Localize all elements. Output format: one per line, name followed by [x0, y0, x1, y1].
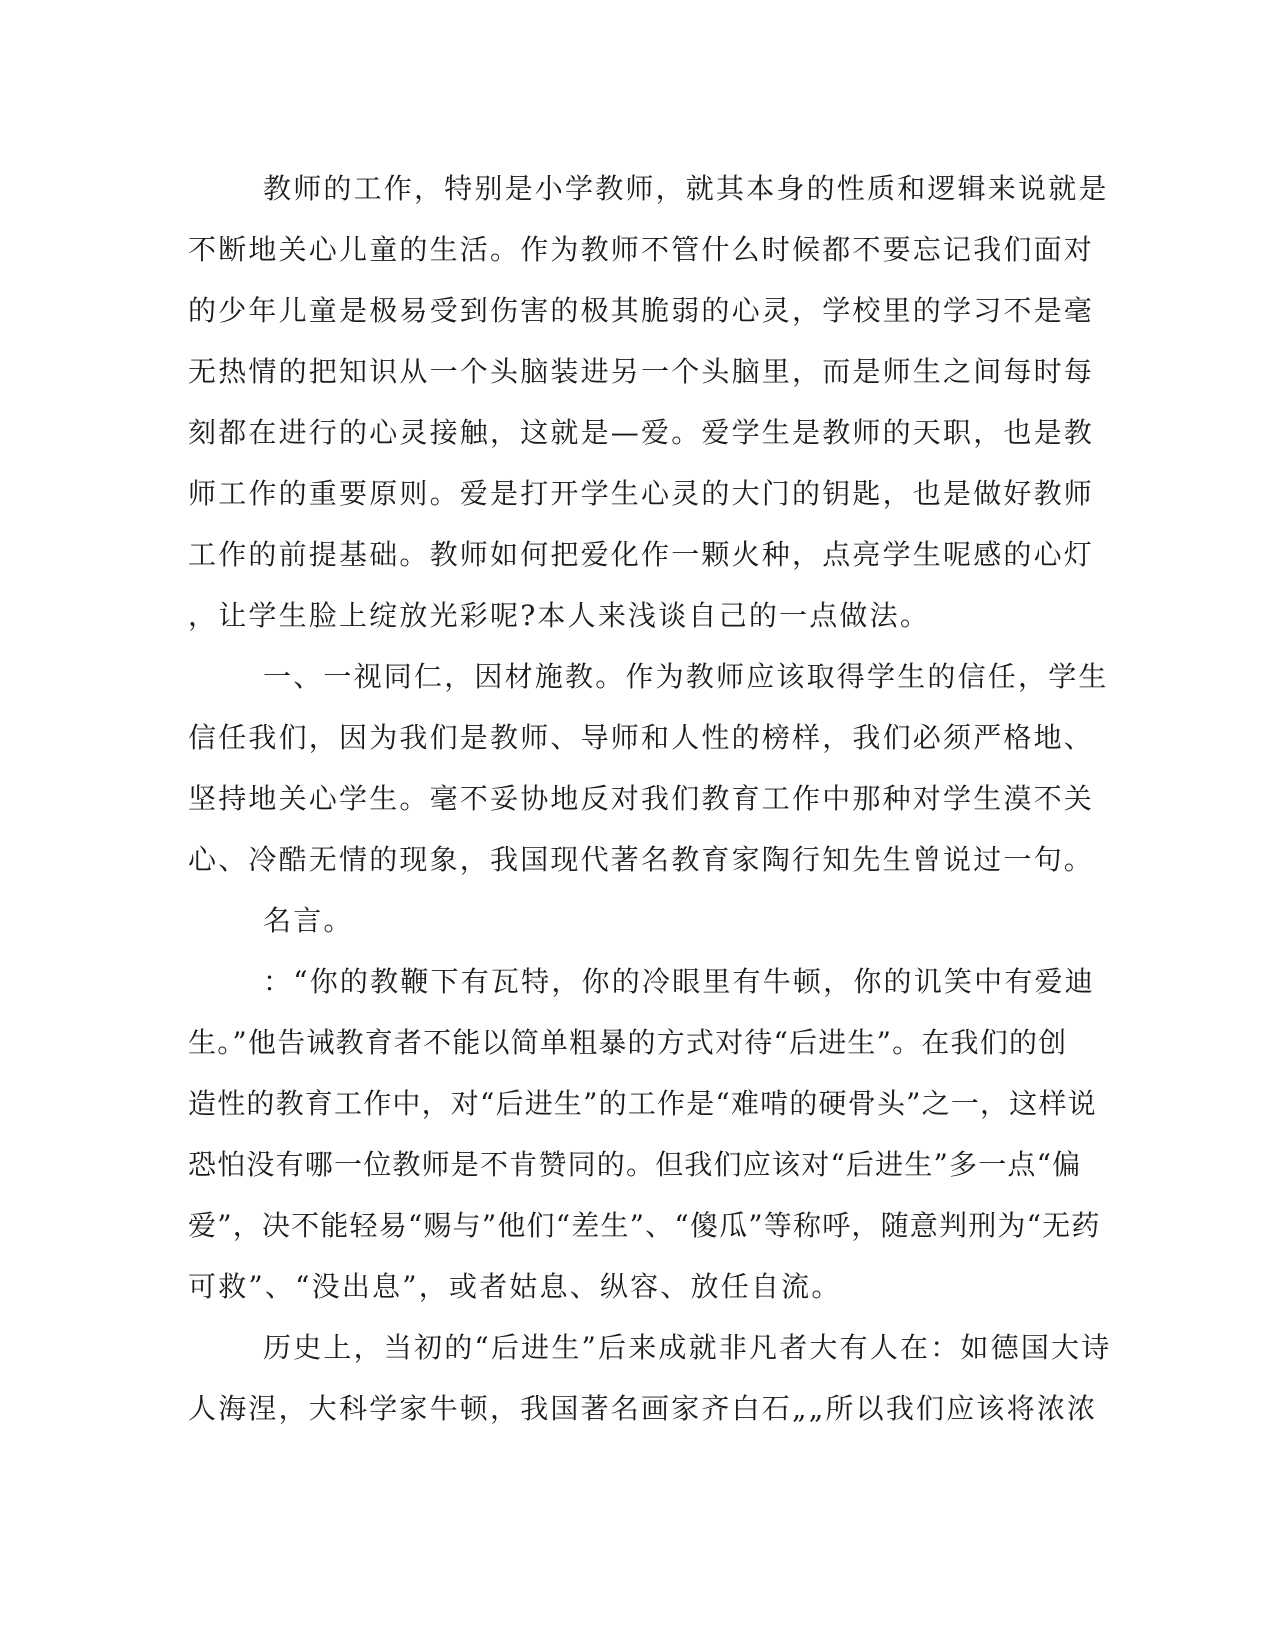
body-text — [188, 158, 1112, 1439]
text-line: 教师的工作，特别是小学教师，就其本身的性质和逻辑来说就是 — [263, 172, 1109, 205]
text-line: ：“你的教鞭下有瓦特，你的冷眼里有牛顿，你的讥笑中有爱迪 — [263, 965, 1095, 998]
text-line: 一、一视同仁，因材施教。作为教师应该取得学生的信任，学生 — [263, 660, 1109, 693]
text-line: 不断地关心儿童的生活。作为教师不管什么时候都不要忘记我们面对 — [188, 233, 1095, 266]
text-line: 坚持地关心学生。毫不妥协地反对我们教育工作中那种对学生漠不关 — [188, 782, 1095, 815]
text-line: 的少年儿童是极易受到伤害的极其脆弱的心灵，学校里的学习不是毫 — [188, 294, 1095, 327]
text-line: 无热情的把知识从一个头脑装进另一个头脑里，而是师生之间每时每 — [188, 355, 1095, 388]
text-line: 恐怕没有哪一位教师是不肯赞同的。但我们应该对“后进生”多一点“偏 — [188, 1148, 1082, 1181]
text-line: 人海涅，大科学家牛顿，我国著名画家齐白石„„所以我们应该将浓浓 — [188, 1392, 1098, 1425]
text-line: 师工作的重要原则。爱是打开学生心灵的大门的钥匙，也是做好教师 — [188, 477, 1095, 510]
text-line: 生。”他告诫教育者不能以简单粗暴的方式对待“后进生”。在我们的创 — [188, 1026, 1068, 1059]
text-line: 历史上，当初的“后进生”后来成就非凡者大有人在：如德国大诗 — [263, 1331, 1112, 1364]
text-line: 可救”、“没出息”，或者姑息、纵容、放任自流。 — [188, 1270, 842, 1303]
text-line: 爱”，决不能轻易“赐与”他们“差生”、“傻瓜”等称呼，随意判刑为“无药 — [188, 1209, 1101, 1242]
text-line: 心、冷酷无情的现象，我国现代著名教育家陶行知先生曾说过一句。 — [188, 843, 1095, 876]
text-line: 工作的前提基础。教师如何把爱化作一颗火种，点亮学生呢感的心灯 — [188, 538, 1095, 571]
text-line: 名言。 — [263, 904, 354, 937]
text-line: 刻都在进行的心灵接触，这就是—爱。爱学生是教师的天职，也是教 — [188, 416, 1095, 449]
text-line: ，让学生脸上绽放光彩呢?本人来浅谈自己的一点做法。 — [188, 599, 931, 632]
text-line: 造性的教育工作中，对“后进生”的工作是“难啃的硬骨头”之一，这样说 — [188, 1087, 1097, 1120]
text-line: 信任我们，因为我们是教师、导师和人性的榜样，我们必须严格地、 — [188, 721, 1095, 754]
